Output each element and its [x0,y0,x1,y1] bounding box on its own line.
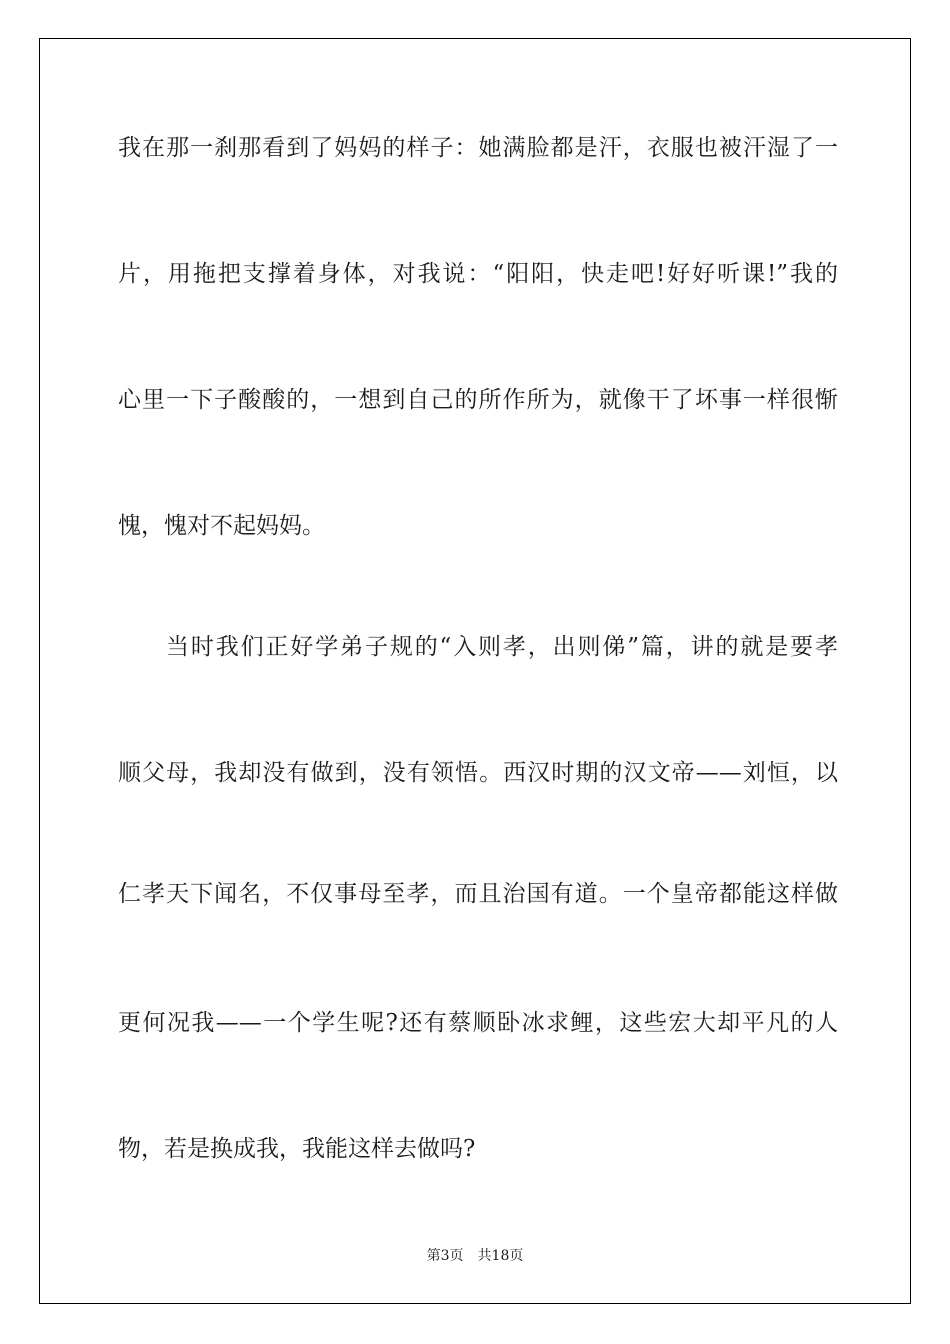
page-number: 第3页 [426,1248,464,1264]
paragraph-1-line-4: 愧，愧对不起妈妈。 [118,513,325,539]
paragraph-2-line-5: 物，若是换成我，我能这样去做吗? [118,1136,476,1162]
paragraph-1-line-3: 心里一下子酸酸的，一想到自己的所作所为，就像干了坏事一样很惭 [118,387,838,413]
page-total: 共18页 [477,1248,524,1264]
paragraph-2-line-3: 仁孝天下闻名，不仅事母至孝，而且治国有道。一个皇帝都能这样做 [118,881,838,907]
paragraph-2-line-2: 顺父母，我却没有做到，没有领悟。西汉时期的汉文帝——刘恒，以 [118,760,838,786]
paragraph-2-line-1: 当时我们正好学弟子规的“入则孝，出则俤”篇，讲的就是要孝 [166,634,838,660]
page-footer [0,1246,950,1266]
page-border [39,38,911,1304]
paragraph-2-line-4: 更何况我——一个学生呢?还有蔡顺卧冰求鲤，这些宏大却平凡的人 [118,1010,838,1036]
paragraph-1-line-2: 片，用拖把支撑着身体，对我说：“阳阳，快走吧!好好听课!”我的 [118,261,838,287]
paragraph-1-line-1: 我在那一刹那看到了妈妈的样子：她满脸都是汗，衣服也被汗湿了一 [118,135,838,161]
